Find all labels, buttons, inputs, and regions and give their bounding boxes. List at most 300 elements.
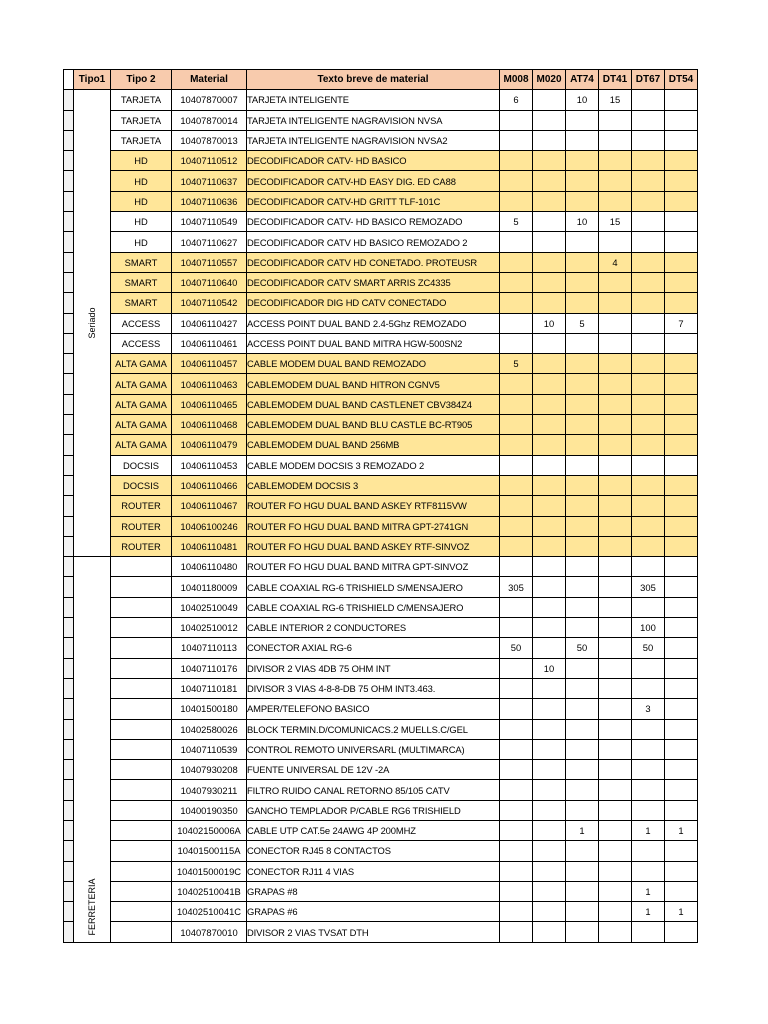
cell-dt41 [599, 151, 632, 171]
cell-at74 [566, 496, 599, 516]
header-tipo2: Tipo 2 [111, 70, 172, 90]
cell-m020 [533, 110, 566, 130]
table-row [64, 902, 698, 922]
table-row [64, 455, 698, 475]
cell-m020 [533, 902, 566, 922]
row-gutter [64, 557, 74, 577]
cell-at74 [566, 678, 599, 698]
cell-m008 [500, 394, 533, 414]
cell-m008 [500, 760, 533, 780]
cell-tipo2 [111, 922, 172, 942]
cell-dt41 [599, 922, 632, 942]
cell-m008 [500, 313, 533, 333]
cell-m020 [533, 618, 566, 638]
cell-description: CABLEMODEM DUAL BAND 256MB [247, 435, 500, 455]
cell-dt67 [632, 678, 665, 698]
cell-dt41 [599, 516, 632, 536]
row-gutter [64, 212, 74, 232]
cell-tipo2 [111, 577, 172, 597]
cell-dt67 [632, 557, 665, 577]
cell-m020 [533, 333, 566, 353]
cell-material: 10406110480 [172, 557, 247, 577]
cell-tipo2: ROUTER [111, 516, 172, 536]
cell-at74 [566, 394, 599, 414]
cell-m020 [533, 151, 566, 171]
cell-m008 [500, 130, 533, 150]
cell-dt67 [632, 151, 665, 171]
cell-description: DECODIFICADOR CATV-HD EASY DIG. ED CA88 [247, 171, 500, 191]
row-gutter [64, 475, 74, 495]
cell-dt41: 15 [599, 90, 632, 110]
cell-dt54 [665, 678, 698, 698]
cell-m020 [533, 171, 566, 191]
header-m008: M008 [500, 70, 533, 90]
cell-material: 10407110557 [172, 252, 247, 272]
cell-description: ROUTER FO HGU DUAL BAND ASKEY RTF-SINVOZ [247, 536, 500, 556]
cell-tipo2: TARJETA [111, 110, 172, 130]
cell-description: CONTROL REMOTO UNIVERSARL (MULTIMARCA) [247, 739, 500, 759]
cell-description: GRAPAS #6 [247, 902, 500, 922]
cell-at74 [566, 536, 599, 556]
cell-at74 [566, 780, 599, 800]
cell-tipo2: HD [111, 191, 172, 211]
row-gutter [64, 699, 74, 719]
table-row [64, 212, 698, 232]
cell-dt67: 1 [632, 820, 665, 840]
cell-m020 [533, 678, 566, 698]
cell-material: 10401500115A [172, 841, 247, 861]
table-row [64, 820, 698, 840]
cell-m008 [500, 252, 533, 272]
cell-m008 [500, 435, 533, 455]
cell-material: 10406110465 [172, 394, 247, 414]
cell-material: 10401180009 [172, 577, 247, 597]
cell-tipo2: ALTA GAMA [111, 354, 172, 374]
row-gutter [64, 90, 74, 110]
row-gutter [64, 861, 74, 881]
cell-m008 [500, 496, 533, 516]
cell-at74: 50 [566, 638, 599, 658]
cell-tipo2 [111, 902, 172, 922]
cell-dt67 [632, 841, 665, 861]
cell-at74 [566, 475, 599, 495]
cell-dt67: 1 [632, 881, 665, 901]
cell-at74 [566, 415, 599, 435]
cell-description: ACCESS POINT DUAL BAND MITRA HGW-500SN2 [247, 333, 500, 353]
gutter-header [64, 70, 74, 90]
cell-m020 [533, 699, 566, 719]
cell-material: 10401500180 [172, 699, 247, 719]
cell-dt54 [665, 212, 698, 232]
cell-at74 [566, 557, 599, 577]
cell-description: DECODIFICADOR CATV HD BASICO REMOZADO 2 [247, 232, 500, 252]
row-gutter [64, 496, 74, 516]
cell-dt54 [665, 232, 698, 252]
row-gutter [64, 394, 74, 414]
cell-dt67 [632, 313, 665, 333]
group-cell-tipo1 [74, 557, 111, 943]
cell-at74 [566, 597, 599, 617]
cell-dt67 [632, 516, 665, 536]
cell-dt41 [599, 577, 632, 597]
row-gutter [64, 922, 74, 942]
row-gutter [64, 435, 74, 455]
cell-m008 [500, 374, 533, 394]
cell-m020 [533, 577, 566, 597]
cell-material: 10406110453 [172, 455, 247, 475]
cell-dt67 [632, 171, 665, 191]
cell-m008 [500, 658, 533, 678]
cell-dt54 [665, 130, 698, 150]
cell-at74 [566, 516, 599, 536]
cell-dt54 [665, 557, 698, 577]
cell-dt41 [599, 435, 632, 455]
row-gutter [64, 536, 74, 556]
cell-dt54 [665, 699, 698, 719]
row-gutter [64, 902, 74, 922]
cell-m008 [500, 780, 533, 800]
cell-at74 [566, 455, 599, 475]
row-gutter [64, 881, 74, 901]
cell-material: 10406110466 [172, 475, 247, 495]
cell-description: DIVISOR 3 VIAS 4-8-8-DB 75 OHM INT3.463. [247, 678, 500, 698]
table-row [64, 90, 698, 110]
cell-at74 [566, 171, 599, 191]
cell-at74: 1 [566, 820, 599, 840]
cell-dt67 [632, 800, 665, 820]
cell-tipo2 [111, 760, 172, 780]
cell-dt54 [665, 536, 698, 556]
cell-dt54 [665, 496, 698, 516]
cell-dt67 [632, 658, 665, 678]
cell-m008 [500, 678, 533, 698]
cell-m020 [533, 354, 566, 374]
row-gutter [64, 374, 74, 394]
cell-material: 10406110468 [172, 415, 247, 435]
table-row [64, 415, 698, 435]
cell-description: ROUTER FO HGU DUAL BAND MITRA GPT-SINVOZ [247, 557, 500, 577]
table-row [64, 597, 698, 617]
cell-m020 [533, 516, 566, 536]
cell-dt41 [599, 719, 632, 739]
row-gutter [64, 760, 74, 780]
cell-m020 [533, 272, 566, 292]
cell-material: 10407930211 [172, 780, 247, 800]
table-body [64, 90, 698, 942]
cell-description: CABLE UTP CAT.5e 24AWG 4P 200MHZ [247, 820, 500, 840]
cell-dt54 [665, 516, 698, 536]
cell-at74 [566, 252, 599, 272]
row-gutter [64, 272, 74, 292]
cell-tipo2 [111, 597, 172, 617]
cell-description: BLOCK TERMIN.D/COMUNICACS.2 MUELLS.C/GEL [247, 719, 500, 739]
cell-description: CONECTOR AXIAL RG-6 [247, 638, 500, 658]
cell-dt41 [599, 110, 632, 130]
cell-dt67 [632, 475, 665, 495]
row-gutter [64, 516, 74, 536]
row-gutter [64, 678, 74, 698]
header-row [64, 70, 698, 90]
cell-m008 [500, 232, 533, 252]
cell-m020 [533, 536, 566, 556]
table-row [64, 293, 698, 313]
cell-material: 10401500019C [172, 861, 247, 881]
cell-description: CABLE INTERIOR 2 CONDUCTORES [247, 618, 500, 638]
row-gutter [64, 638, 74, 658]
cell-dt41 [599, 861, 632, 881]
row-gutter [64, 354, 74, 374]
cell-material: 10407110627 [172, 232, 247, 252]
row-gutter [64, 191, 74, 211]
cell-m020 [533, 252, 566, 272]
row-gutter [64, 415, 74, 435]
cell-material: 10407110640 [172, 272, 247, 292]
cell-tipo2: HD [111, 151, 172, 171]
cell-tipo2: HD [111, 212, 172, 232]
cell-description: DECODIFICADOR CATV- HD BASICO [247, 151, 500, 171]
cell-description: TARJETA INTELIGENTE NAGRAVISION NVSA2 [247, 130, 500, 150]
table-row [64, 496, 698, 516]
cell-dt41 [599, 191, 632, 211]
cell-dt54 [665, 475, 698, 495]
row-gutter [64, 800, 74, 820]
cell-tipo2 [111, 820, 172, 840]
cell-material: 10407110542 [172, 293, 247, 313]
cell-dt41 [599, 618, 632, 638]
cell-material: 10406110457 [172, 354, 247, 374]
cell-tipo2: TARJETA [111, 90, 172, 110]
cell-material: 10407110113 [172, 638, 247, 658]
cell-material: 10407110176 [172, 658, 247, 678]
cell-m008: 5 [500, 354, 533, 374]
cell-dt67 [632, 333, 665, 353]
table-row [64, 272, 698, 292]
cell-dt54 [665, 354, 698, 374]
cell-material: 10402580026 [172, 719, 247, 739]
cell-m008 [500, 110, 533, 130]
cell-dt54 [665, 841, 698, 861]
cell-dt41 [599, 333, 632, 353]
table-row [64, 760, 698, 780]
cell-dt54: 7 [665, 313, 698, 333]
cell-at74 [566, 618, 599, 638]
cell-dt54 [665, 90, 698, 110]
cell-description: DECODIFICADOR CATV- HD BASICO REMOZADO [247, 212, 500, 232]
table-row [64, 536, 698, 556]
row-gutter [64, 719, 74, 739]
row-gutter [64, 232, 74, 252]
header-material: Material [172, 70, 247, 90]
cell-at74 [566, 861, 599, 881]
cell-dt41 [599, 557, 632, 577]
group-label: Seriado [87, 307, 97, 339]
row-gutter [64, 130, 74, 150]
cell-dt54 [665, 861, 698, 881]
cell-dt54 [665, 577, 698, 597]
cell-description: FUENTE UNIVERSAL DE 12V -2A [247, 760, 500, 780]
cell-material: 10402510041B [172, 881, 247, 901]
cell-dt54 [665, 374, 698, 394]
row-gutter [64, 293, 74, 313]
cell-description: DIVISOR 2 VIAS 4DB 75 OHM INT [247, 658, 500, 678]
cell-dt41 [599, 841, 632, 861]
row-gutter [64, 658, 74, 678]
cell-dt41 [599, 760, 632, 780]
cell-m020 [533, 760, 566, 780]
cell-at74 [566, 151, 599, 171]
cell-m008 [500, 597, 533, 617]
cell-dt41 [599, 130, 632, 150]
cell-m008 [500, 455, 533, 475]
cell-dt54: 1 [665, 820, 698, 840]
cell-tipo2 [111, 557, 172, 577]
cell-at74 [566, 739, 599, 759]
cell-tipo2: ROUTER [111, 496, 172, 516]
cell-tipo2: HD [111, 171, 172, 191]
table-row [64, 374, 698, 394]
row-gutter [64, 618, 74, 638]
cell-description: CABLE COAXIAL RG-6 TRISHIELD S/MENSAJERO [247, 577, 500, 597]
cell-m020 [533, 90, 566, 110]
cell-m008 [500, 272, 533, 292]
cell-at74 [566, 577, 599, 597]
table-row [64, 435, 698, 455]
row-gutter [64, 739, 74, 759]
cell-m008 [500, 841, 533, 861]
header-m020: M020 [533, 70, 566, 90]
cell-dt41: 15 [599, 212, 632, 232]
cell-dt41 [599, 272, 632, 292]
cell-material: 10406110463 [172, 374, 247, 394]
cell-description: CABLEMODEM DOCSIS 3 [247, 475, 500, 495]
cell-tipo2 [111, 699, 172, 719]
cell-dt41 [599, 232, 632, 252]
cell-material: 10402150006A [172, 820, 247, 840]
cell-dt67: 100 [632, 618, 665, 638]
cell-dt54 [665, 739, 698, 759]
cell-tipo2 [111, 719, 172, 739]
table-row [64, 232, 698, 252]
cell-at74 [566, 374, 599, 394]
cell-tipo2: HD [111, 232, 172, 252]
cell-m008: 305 [500, 577, 533, 597]
cell-dt54 [665, 191, 698, 211]
cell-tipo2 [111, 739, 172, 759]
cell-tipo2 [111, 861, 172, 881]
cell-tipo2: ALTA GAMA [111, 394, 172, 414]
table-row [64, 394, 698, 414]
table-row [64, 881, 698, 901]
cell-at74 [566, 760, 599, 780]
cell-m008 [500, 922, 533, 942]
table-row [64, 861, 698, 881]
cell-description: GANCHO TEMPLADOR P/CABLE RG6 TRISHIELD [247, 800, 500, 820]
cell-m008 [500, 699, 533, 719]
table-row [64, 719, 698, 739]
cell-description: CONECTOR RJ45 8 CONTACTOS [247, 841, 500, 861]
row-gutter [64, 780, 74, 800]
row-gutter [64, 841, 74, 861]
table-row [64, 678, 698, 698]
cell-dt67 [632, 354, 665, 374]
cell-dt41: 4 [599, 252, 632, 272]
cell-tipo2 [111, 678, 172, 698]
table-row [64, 354, 698, 374]
cell-dt41 [599, 455, 632, 475]
cell-material: 10407870007 [172, 90, 247, 110]
cell-dt41 [599, 638, 632, 658]
cell-description: DECODIFICADOR CATV HD CONETADO. PROTEUSR [247, 252, 500, 272]
cell-tipo2: DOCSIS [111, 455, 172, 475]
cell-m020 [533, 739, 566, 759]
table-row [64, 557, 698, 577]
cell-m008 [500, 881, 533, 901]
cell-at74 [566, 922, 599, 942]
cell-dt67 [632, 394, 665, 414]
cell-tipo2: ROUTER [111, 536, 172, 556]
cell-tipo2: ACCESS [111, 333, 172, 353]
cell-m020 [533, 293, 566, 313]
header-description: Texto breve de material [247, 70, 500, 90]
cell-dt54 [665, 272, 698, 292]
cell-material: 10406110467 [172, 496, 247, 516]
cell-dt67 [632, 110, 665, 130]
cell-dt67 [632, 455, 665, 475]
cell-m020 [533, 435, 566, 455]
cell-dt67 [632, 130, 665, 150]
table-row [64, 130, 698, 150]
cell-m008: 5 [500, 212, 533, 232]
cell-dt54 [665, 597, 698, 617]
cell-dt67 [632, 922, 665, 942]
cell-dt54 [665, 780, 698, 800]
cell-m020 [533, 557, 566, 577]
cell-material: 10407870010 [172, 922, 247, 942]
cell-m020 [533, 820, 566, 840]
row-gutter [64, 252, 74, 272]
cell-at74 [566, 435, 599, 455]
cell-description: CABLE MODEM DUAL BAND REMOZADO [247, 354, 500, 374]
table-row [64, 739, 698, 759]
group-cell-tipo1 [74, 90, 111, 557]
table-row [64, 313, 698, 333]
table-row [64, 171, 698, 191]
table-row [64, 333, 698, 353]
cell-dt54 [665, 618, 698, 638]
cell-m008 [500, 861, 533, 881]
cell-at74 [566, 333, 599, 353]
row-gutter [64, 171, 74, 191]
cell-tipo2: SMART [111, 252, 172, 272]
cell-tipo2: ALTA GAMA [111, 435, 172, 455]
table-row [64, 922, 698, 942]
cell-dt54 [665, 333, 698, 353]
cell-m020 [533, 841, 566, 861]
cell-tipo2 [111, 841, 172, 861]
table-row [64, 780, 698, 800]
cell-tipo2 [111, 638, 172, 658]
cell-dt67 [632, 272, 665, 292]
cell-m020 [533, 415, 566, 435]
cell-m008: 50 [500, 638, 533, 658]
cell-description: DIVISOR 2 VIAS TVSAT DTH [247, 922, 500, 942]
cell-description: TARJETA INTELIGENTE NAGRAVISION NVSA [247, 110, 500, 130]
cell-tipo2: SMART [111, 272, 172, 292]
cell-dt67 [632, 597, 665, 617]
cell-m008 [500, 415, 533, 435]
cell-dt41 [599, 881, 632, 901]
cell-dt67 [632, 739, 665, 759]
